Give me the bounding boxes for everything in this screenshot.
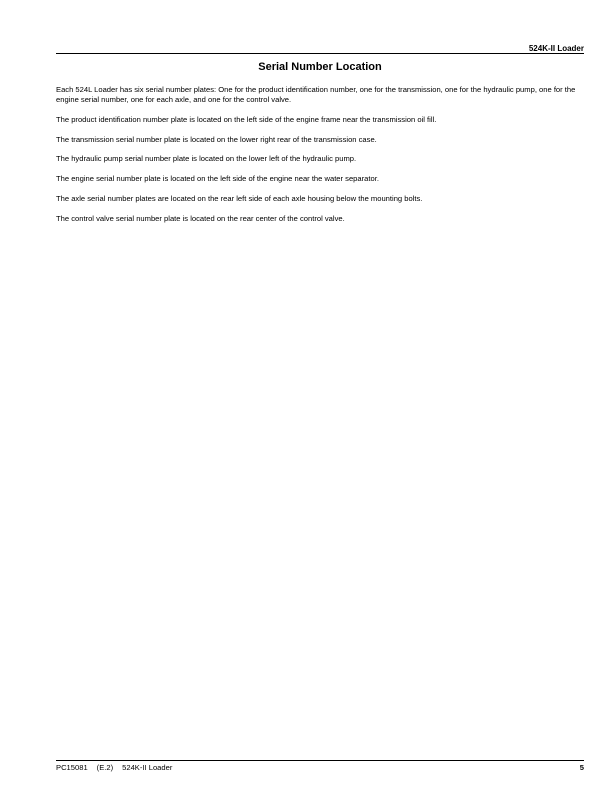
paragraph-axle-plates: The axle serial number plates are located on the rear left side of each axle housing below the mounting bolts. bbox=[56, 193, 423, 203]
header-rule bbox=[56, 53, 584, 54]
running-header-title: 524K-II Loader bbox=[528, 44, 584, 53]
paragraph-control-valve-plate: The control valve serial number plate is located on the rear center of the control valve. bbox=[56, 213, 345, 223]
paragraph-hydraulic-pump-plate: The hydraulic pump serial number plate is located on the lower left of the hydraulic pump. bbox=[56, 154, 357, 164]
page-number: 5 bbox=[579, 763, 584, 772]
footer-edition: (E.2) bbox=[96, 763, 114, 772]
paragraph-engine-plate: The engine serial number plate is located on the left side of the engine near the water separator. bbox=[56, 174, 379, 184]
footer-info bbox=[56, 763, 181, 772]
section-heading: Serial Number Location bbox=[258, 61, 382, 73]
paragraph-overview: Each 524L Loader has six serial number plates: One for the product identification number, one for the transmission, one for the hydraulic pump, one for the engine serial number, one for each axle, and one for the control valve. bbox=[56, 85, 576, 104]
paragraph-transmission-plate: The transmission serial number plate is located on the lower right rear of the transmission case. bbox=[56, 134, 377, 144]
footer-rule bbox=[56, 760, 584, 761]
paragraph-product-id-plate: The product identification number plate is located on the left side of the engine frame near the transmission oil fill. bbox=[56, 114, 437, 124]
footer-product: 524K-II Loader bbox=[122, 763, 173, 772]
footer-doc-id: PC15081 bbox=[56, 763, 88, 772]
body-text bbox=[56, 85, 576, 234]
